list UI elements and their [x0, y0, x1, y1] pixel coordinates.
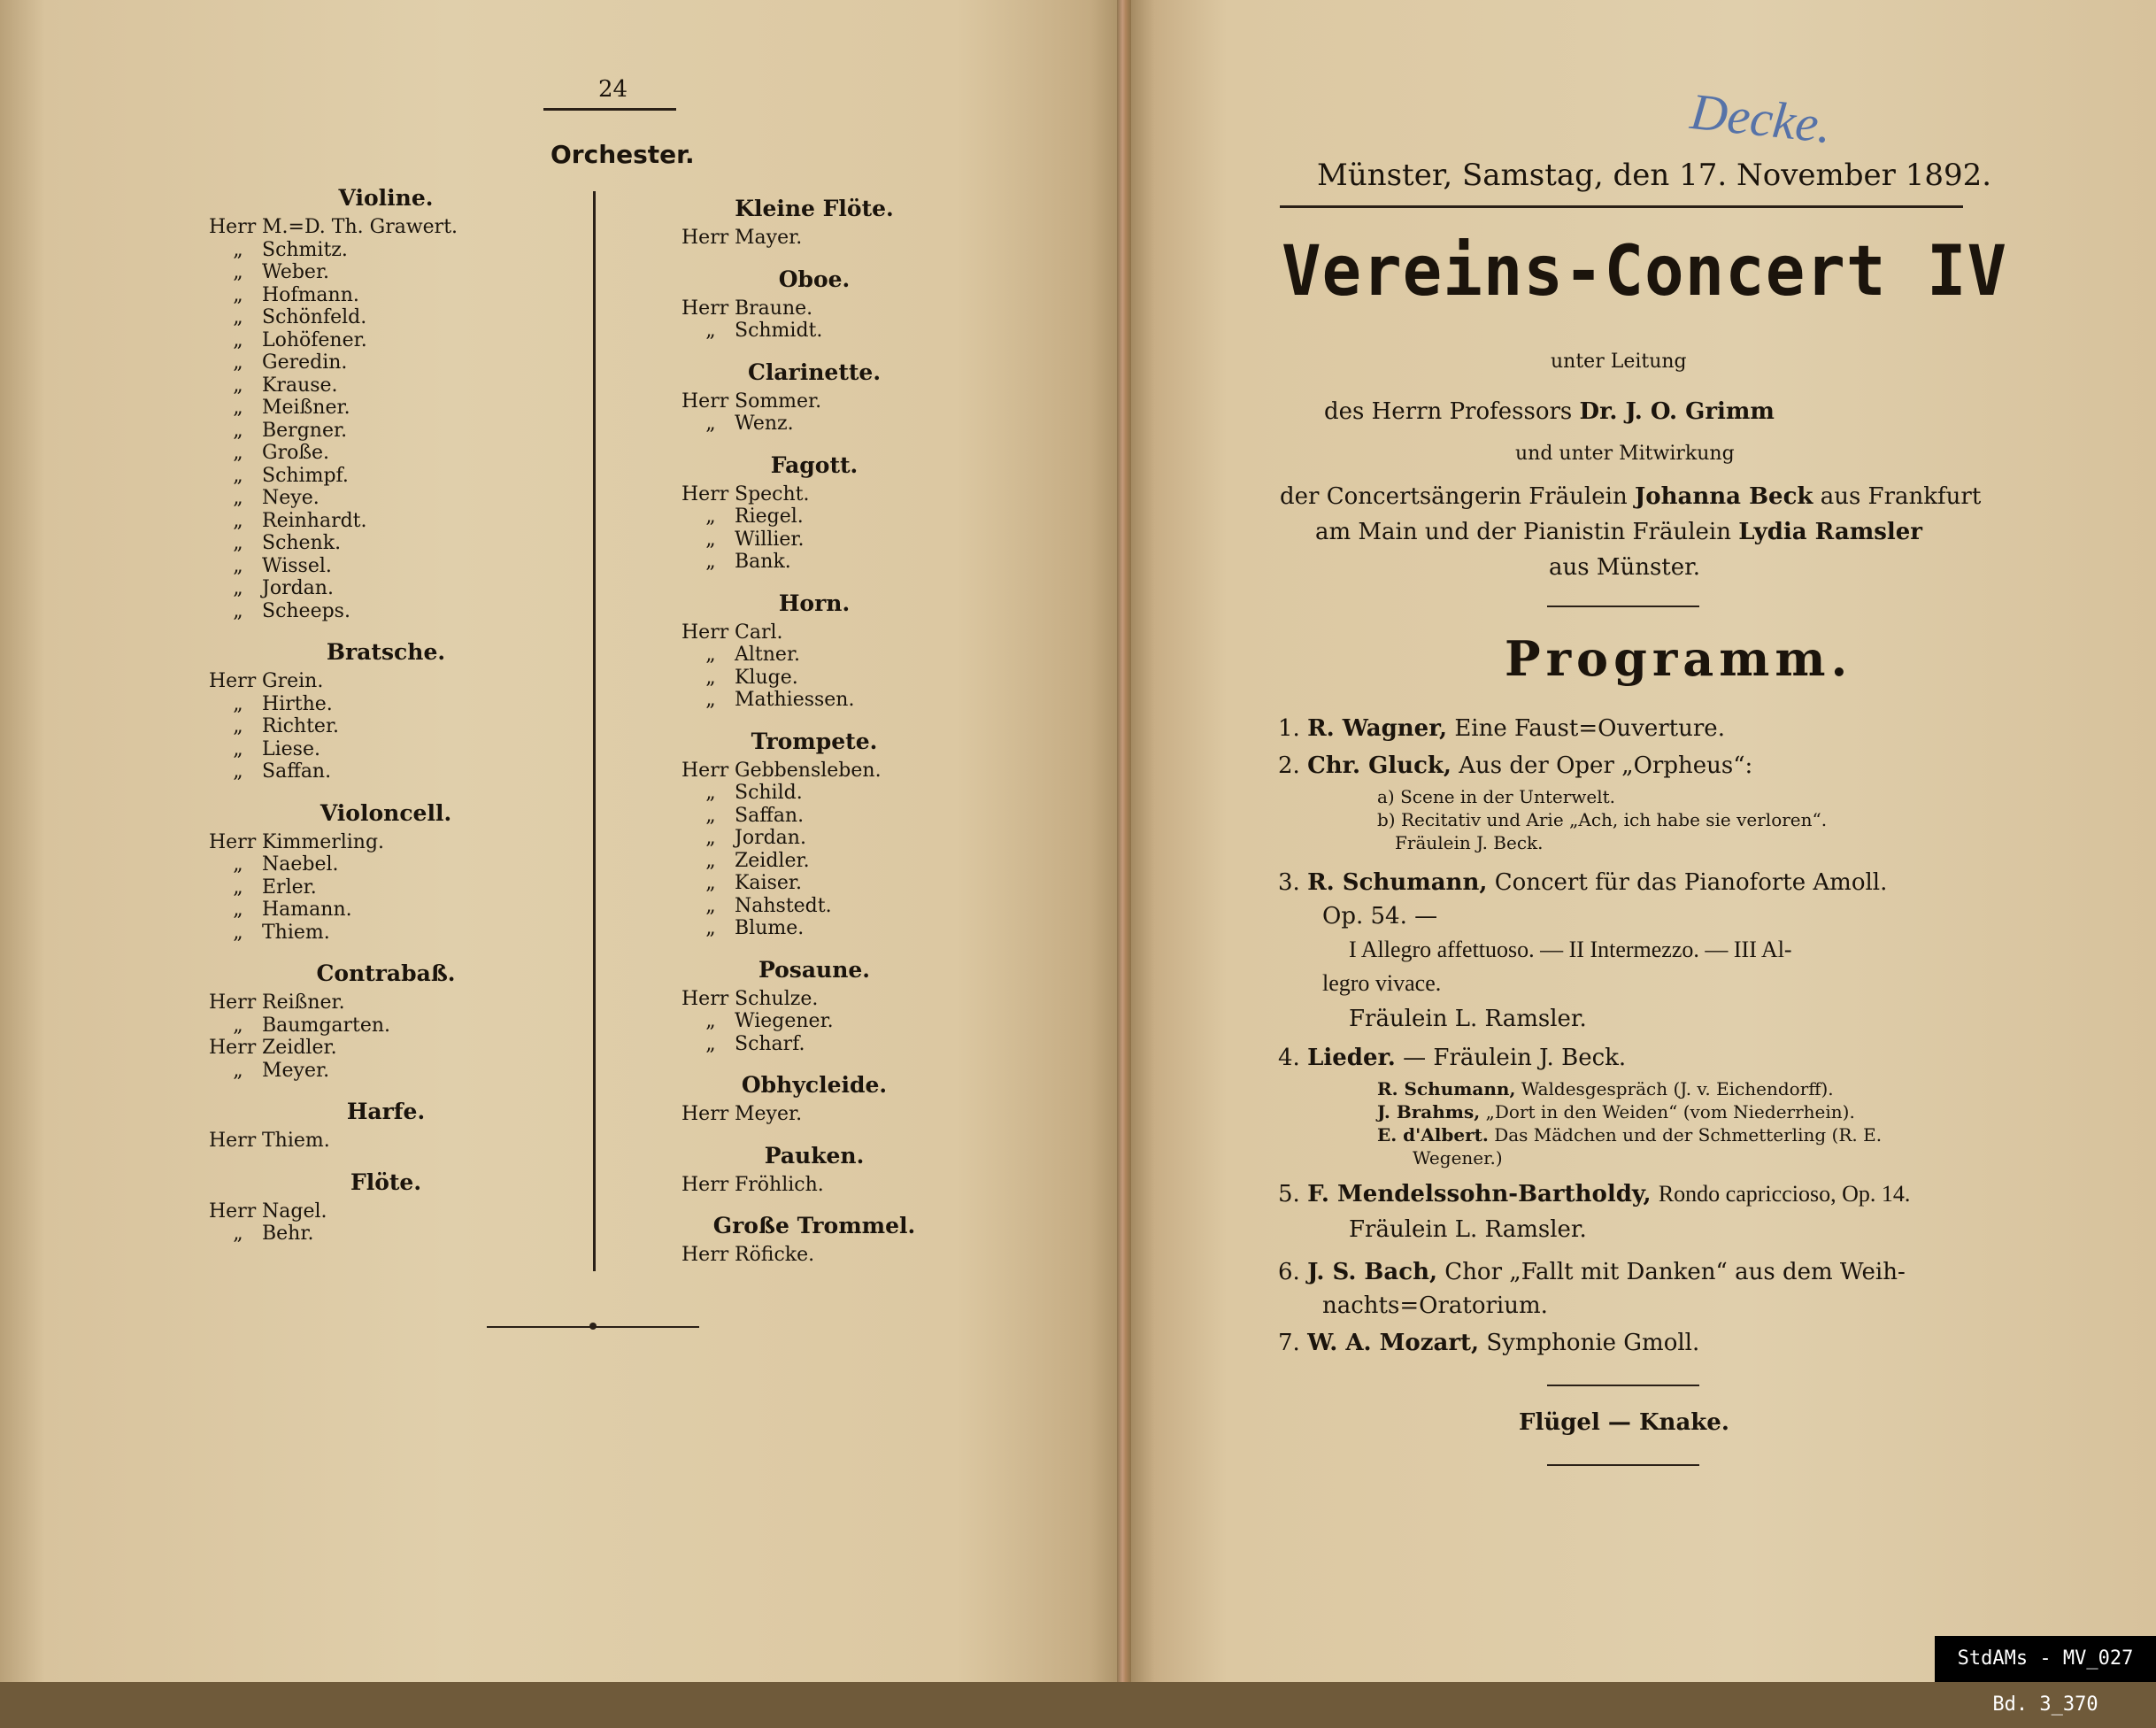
section-heading: Kleine Flöte.: [735, 196, 894, 221]
member-row: [681, 505, 947, 528]
dateline-rule: [1280, 205, 1963, 208]
section-heading: Pauken.: [764, 1142, 865, 1169]
member-prefix: Herr: [209, 216, 257, 238]
member-row: [209, 693, 563, 716]
member-row: [209, 922, 563, 945]
member-prefix: „: [233, 328, 243, 351]
member-prefix: Herr: [681, 1173, 729, 1196]
member-row: [681, 895, 947, 918]
member-name: Kaiser.: [735, 872, 802, 894]
member-prefix: Herr: [681, 297, 729, 320]
program-item-3: 3. R. Schumann, Concert für das Pianoforte Amoll.: [1278, 869, 1888, 896]
programm-heading: Programm.: [1505, 630, 1853, 687]
member-row: [209, 306, 563, 329]
member-prefix: „: [705, 1010, 716, 1032]
member-row: [681, 483, 947, 506]
conductor-line: des Herrn Professors Dr. J. O. Grimm: [1324, 398, 1775, 425]
member-row: [209, 738, 563, 761]
member-row: [681, 667, 947, 690]
member-prefix: „: [705, 917, 716, 939]
member-prefix: „: [233, 487, 243, 509]
member-name: Erler.: [262, 876, 317, 899]
member-row: [209, 216, 563, 239]
program-item-2: 2. Chr. Gluck, Aus der Oper „Orpheus“:: [1278, 752, 1753, 779]
program-item-2a: a) Scene in der Unterwelt.: [1377, 786, 1616, 807]
member-row: [209, 600, 563, 623]
member-prefix: „: [233, 599, 243, 622]
member-prefix: „: [233, 442, 243, 464]
member-row: [681, 644, 947, 667]
member-row: [209, 991, 563, 1014]
section-heading: Clarinette.: [747, 359, 882, 385]
member-row: [209, 442, 563, 465]
member-name: Scharf.: [735, 1032, 805, 1055]
section-heading: Horn.: [778, 590, 851, 616]
header-rule: [543, 108, 676, 111]
orchestra-heading: Orchester.: [551, 140, 695, 169]
member-row: [681, 988, 947, 1011]
member-name: Reinhardt.: [262, 509, 367, 532]
program-item-7: 7. W. A. Mozart, Symphonie Gmoll.: [1278, 1330, 1700, 1356]
section-heading: Harfe.: [346, 1099, 426, 1124]
member-name: Wissel.: [262, 554, 332, 577]
member-row: [681, 297, 947, 320]
member-prefix: Herr: [681, 1103, 729, 1125]
member-row: [209, 239, 563, 262]
section-heading: Contrabaß.: [316, 960, 456, 986]
footer-rule-top: [1547, 1385, 1699, 1386]
member-prefix: „: [233, 306, 243, 328]
member-name: Schild.: [735, 782, 803, 804]
member-prefix: „: [705, 320, 716, 342]
member-name: Geredin.: [262, 351, 348, 374]
member-prefix: Herr: [681, 987, 729, 1010]
section-heading: Violine.: [338, 185, 434, 211]
member-name: Thiem.: [262, 921, 330, 944]
member-name: Saffan.: [735, 804, 805, 827]
section-heading: Trompete.: [751, 728, 878, 754]
section-heading: Flöte.: [350, 1169, 422, 1195]
member-name: Hofmann.: [262, 283, 359, 306]
member-prefix: „: [705, 666, 716, 689]
member-row: [681, 760, 947, 783]
section-heading: Posaune.: [758, 956, 871, 983]
member-row: [209, 1037, 563, 1060]
member-prefix: „: [705, 551, 716, 573]
member-name: Schulze.: [735, 987, 819, 1010]
member-row: [209, 510, 563, 533]
program-item-4b: J. Brahms, „Dort in den Weiden“ (vom Niederrhein).: [1377, 1101, 1855, 1122]
program-item-2b: b) Recitativ und Arie „Ach, ich habe sie verloren“.: [1377, 809, 1828, 830]
member-name: Scheeps.: [262, 599, 350, 622]
member-row: [209, 284, 563, 307]
member-row: [681, 917, 947, 940]
member-row: [209, 1130, 563, 1153]
member-prefix: „: [233, 351, 243, 374]
program-item-6-cont: nachts=Oratorium.: [1322, 1292, 1548, 1319]
member-row: [681, 1174, 947, 1197]
member-name: Behr.: [262, 1223, 314, 1245]
member-name: Mayer.: [735, 227, 803, 249]
member-row: [681, 850, 947, 873]
member-name: Mathiessen.: [735, 689, 855, 711]
member-row: [209, 760, 563, 783]
program-item-6: 6. J. S. Bach, Chor „Fallt mit Danken“ aus dem Weih-: [1278, 1259, 1906, 1285]
program-item-3-performer: Fräulein L. Ramsler.: [1349, 1006, 1587, 1032]
member-row: [681, 528, 947, 552]
footer-rule-bottom: [1547, 1464, 1699, 1466]
member-row: [681, 227, 947, 250]
program-item-4c-cont: Wegener.): [1413, 1147, 1503, 1169]
member-row: [681, 782, 947, 805]
member-name: Nagel.: [262, 1200, 327, 1223]
program-item-3-movements: I Allegro affettuoso. — II Intermezzo. — III Al-: [1349, 937, 1792, 962]
program-item-4c: E. d'Albert. Das Mädchen und der Schmetterling (R. E.: [1377, 1124, 1883, 1146]
member-name: Schmitz.: [262, 238, 348, 261]
member-row: [209, 261, 563, 284]
member-row: [209, 853, 563, 876]
member-name: Grein.: [262, 670, 324, 692]
member-prefix: „: [705, 804, 716, 827]
singer-line: der Concertsängerin Fräulein Johanna Beck aus Frankfurt: [1280, 483, 1982, 510]
member-name: Zeidler.: [735, 849, 810, 872]
member-row: [209, 555, 563, 578]
member-name: Meyer.: [735, 1103, 803, 1125]
member-prefix: „: [233, 760, 243, 783]
program-item-4: 4. Lieder. — Fräulein J. Beck.: [1278, 1045, 1627, 1071]
member-row: [681, 1244, 947, 1267]
member-prefix: „: [233, 737, 243, 760]
member-row: [209, 374, 563, 397]
member-name: Hirthe.: [262, 692, 333, 715]
member-name: Naebel.: [262, 853, 339, 876]
member-prefix: „: [233, 509, 243, 532]
member-name: Schimpf.: [262, 464, 349, 487]
section-heading: Violoncell.: [320, 799, 452, 826]
member-name: Schenk.: [262, 532, 342, 554]
member-prefix: „: [705, 827, 716, 849]
member-row: [209, 1200, 563, 1223]
member-name: Meißner.: [262, 397, 350, 419]
program-item-3-opus: Op. 54. —: [1322, 903, 1438, 930]
section-heading: Oboe.: [778, 266, 851, 292]
conductor-intro: unter Leitung: [1551, 351, 1687, 373]
member-name: Röficke.: [735, 1244, 815, 1266]
dateline: Münster, Samstag, den 17. November 1892.: [1317, 158, 1992, 193]
member-name: Kimmerling.: [262, 830, 385, 853]
member-name: Große.: [262, 442, 330, 464]
member-prefix: „: [233, 419, 243, 442]
member-row: [209, 420, 563, 443]
member-prefix: „: [705, 413, 716, 435]
program-item-5-performer: Fräulein L. Ramsler.: [1349, 1216, 1587, 1243]
book-gutter: [1117, 0, 1131, 1682]
member-prefix: Herr: [681, 621, 729, 644]
member-prefix: „: [233, 853, 243, 876]
orchestra-right-column: [681, 191, 947, 1279]
member-row: [681, 1010, 947, 1033]
member-name: Riegel.: [735, 505, 804, 528]
member-name: Krause.: [262, 374, 338, 397]
member-name: Liese.: [262, 737, 320, 760]
member-row: [209, 670, 563, 693]
member-row: [681, 689, 947, 712]
program-item-2-performer: Fräulein J. Beck.: [1395, 832, 1544, 853]
member-prefix: „: [705, 849, 716, 872]
archive-label: StdAMs - MV_027 Bd. 3_370: [1935, 1636, 2156, 1682]
member-name: Sommer.: [735, 390, 822, 413]
member-prefix: „: [705, 528, 716, 551]
concert-title: Vereins-Concert IV: [1282, 232, 2008, 312]
member-row: [209, 465, 563, 488]
member-row: [681, 805, 947, 828]
member-prefix: Herr: [681, 1244, 729, 1266]
member-row: [209, 329, 563, 352]
member-prefix: „: [233, 715, 243, 737]
member-name: Specht.: [735, 482, 810, 505]
member-name: Jordan.: [735, 827, 806, 849]
program-item-1: 1. R. Wagner, Eine Faust=Ouverture.: [1278, 715, 1725, 742]
member-name: Neye.: [262, 487, 320, 509]
member-name: Richter.: [262, 715, 340, 737]
member-name: Braune.: [735, 297, 813, 320]
member-name: Schmidt.: [735, 320, 823, 342]
member-name: Blume.: [735, 917, 805, 939]
member-name: Altner.: [735, 644, 801, 666]
member-prefix: „: [233, 261, 243, 283]
member-prefix: „: [233, 577, 243, 599]
member-prefix: „: [233, 1059, 243, 1082]
program-item-4a: R. Schumann, Waldesgespräch (J. v. Eichendorff).: [1377, 1078, 1834, 1099]
member-name: M.=D. Th. Grawert.: [262, 216, 458, 238]
member-prefix: „: [233, 899, 243, 921]
member-row: [209, 532, 563, 555]
member-name: Carl.: [735, 621, 783, 644]
member-row: [209, 1223, 563, 1246]
member-prefix: „: [233, 532, 243, 554]
cooperation-intro: und unter Mitwirkung: [1515, 443, 1735, 465]
member-name: Meyer.: [262, 1059, 330, 1082]
member-row: [209, 397, 563, 420]
member-name: Bank.: [735, 551, 791, 573]
page-number: 24: [598, 76, 628, 103]
section-heading: Große Trommel.: [712, 1213, 916, 1238]
pianist-origin: aus Münster.: [1549, 554, 1700, 581]
member-name: Baumgarten.: [262, 1014, 391, 1037]
member-row: [209, 577, 563, 600]
member-row: [681, 320, 947, 343]
member-prefix: Herr: [209, 1037, 257, 1059]
member-name: Saffan.: [262, 760, 332, 783]
pianist-line: am Main und der Pianistin Fräulein Lydia Ramsler: [1315, 519, 1922, 545]
section-heading: Obhycleide.: [741, 1072, 888, 1098]
section-heading: Fagott.: [770, 451, 859, 478]
member-prefix: „: [233, 921, 243, 944]
member-row: [681, 621, 947, 644]
member-row: [209, 715, 563, 738]
member-prefix: Herr: [681, 227, 729, 249]
member-row: [209, 487, 563, 510]
member-row: [681, 872, 947, 895]
member-prefix: „: [233, 464, 243, 487]
member-prefix: Herr: [209, 1130, 257, 1152]
member-row: [209, 899, 563, 922]
orchestra-left-column: [209, 181, 563, 1258]
member-name: Bergner.: [262, 419, 348, 442]
member-name: Weber.: [262, 261, 330, 283]
member-row: [209, 1060, 563, 1083]
member-prefix: Herr: [209, 830, 257, 853]
section-heading: Bratsche.: [326, 639, 446, 665]
column-divider: [593, 191, 596, 1271]
member-prefix: Herr: [209, 670, 257, 692]
member-name: Wiegener.: [735, 1010, 834, 1032]
member-name: Thiem.: [262, 1130, 330, 1152]
member-name: Zeidler.: [262, 1037, 337, 1059]
member-prefix: Herr: [681, 759, 729, 782]
member-row: [209, 351, 563, 374]
member-name: Willier.: [735, 528, 805, 551]
member-prefix: „: [705, 872, 716, 894]
member-prefix: „: [233, 876, 243, 899]
member-name: Fröhlich.: [735, 1173, 824, 1196]
member-prefix: „: [233, 692, 243, 715]
member-prefix: „: [705, 644, 716, 666]
ornament-dot: [589, 1323, 597, 1330]
member-row: [209, 876, 563, 899]
member-prefix: Herr: [681, 482, 729, 505]
member-row: [209, 831, 563, 854]
member-prefix: „: [705, 782, 716, 804]
piano-credit: Flügel — Knake.: [1519, 1409, 1729, 1436]
member-name: Wenz.: [735, 413, 794, 435]
program-item-3-movements-cont: legro vivace.: [1322, 970, 1442, 996]
handwritten-stamp: Decke.: [1688, 81, 1835, 155]
member-prefix: Herr: [681, 390, 729, 413]
member-name: Lohöfener.: [262, 328, 367, 351]
divider-ornament: [1547, 606, 1699, 607]
member-name: Gebbensleben.: [735, 759, 882, 782]
member-row: [681, 1033, 947, 1056]
member-row: [681, 1103, 947, 1126]
member-name: Schönfeld.: [262, 306, 367, 328]
member-row: [209, 1014, 563, 1038]
member-row: [681, 413, 947, 436]
program-item-5: 5. F. Mendelssohn-Bartholdy, Rondo capriccioso, Op. 14.: [1278, 1181, 1911, 1207]
member-prefix: „: [233, 1223, 243, 1245]
member-prefix: „: [705, 894, 716, 917]
member-name: Nahstedt.: [735, 894, 832, 917]
member-name: Jordan.: [262, 577, 334, 599]
member-row: [681, 827, 947, 850]
member-prefix: „: [233, 238, 243, 261]
member-name: Reißner.: [262, 991, 345, 1014]
member-prefix: „: [233, 374, 243, 397]
member-prefix: Herr: [209, 991, 257, 1014]
member-prefix: Herr: [209, 1200, 257, 1223]
member-name: Kluge.: [735, 666, 798, 689]
member-name: Hamann.: [262, 899, 352, 921]
member-row: [681, 551, 947, 574]
member-prefix: „: [233, 283, 243, 306]
member-row: [681, 390, 947, 413]
member-prefix: „: [705, 505, 716, 528]
member-prefix: „: [233, 1014, 243, 1037]
member-prefix: „: [233, 554, 243, 577]
member-prefix: „: [705, 689, 716, 711]
member-prefix: „: [233, 397, 243, 419]
member-prefix: „: [705, 1032, 716, 1055]
